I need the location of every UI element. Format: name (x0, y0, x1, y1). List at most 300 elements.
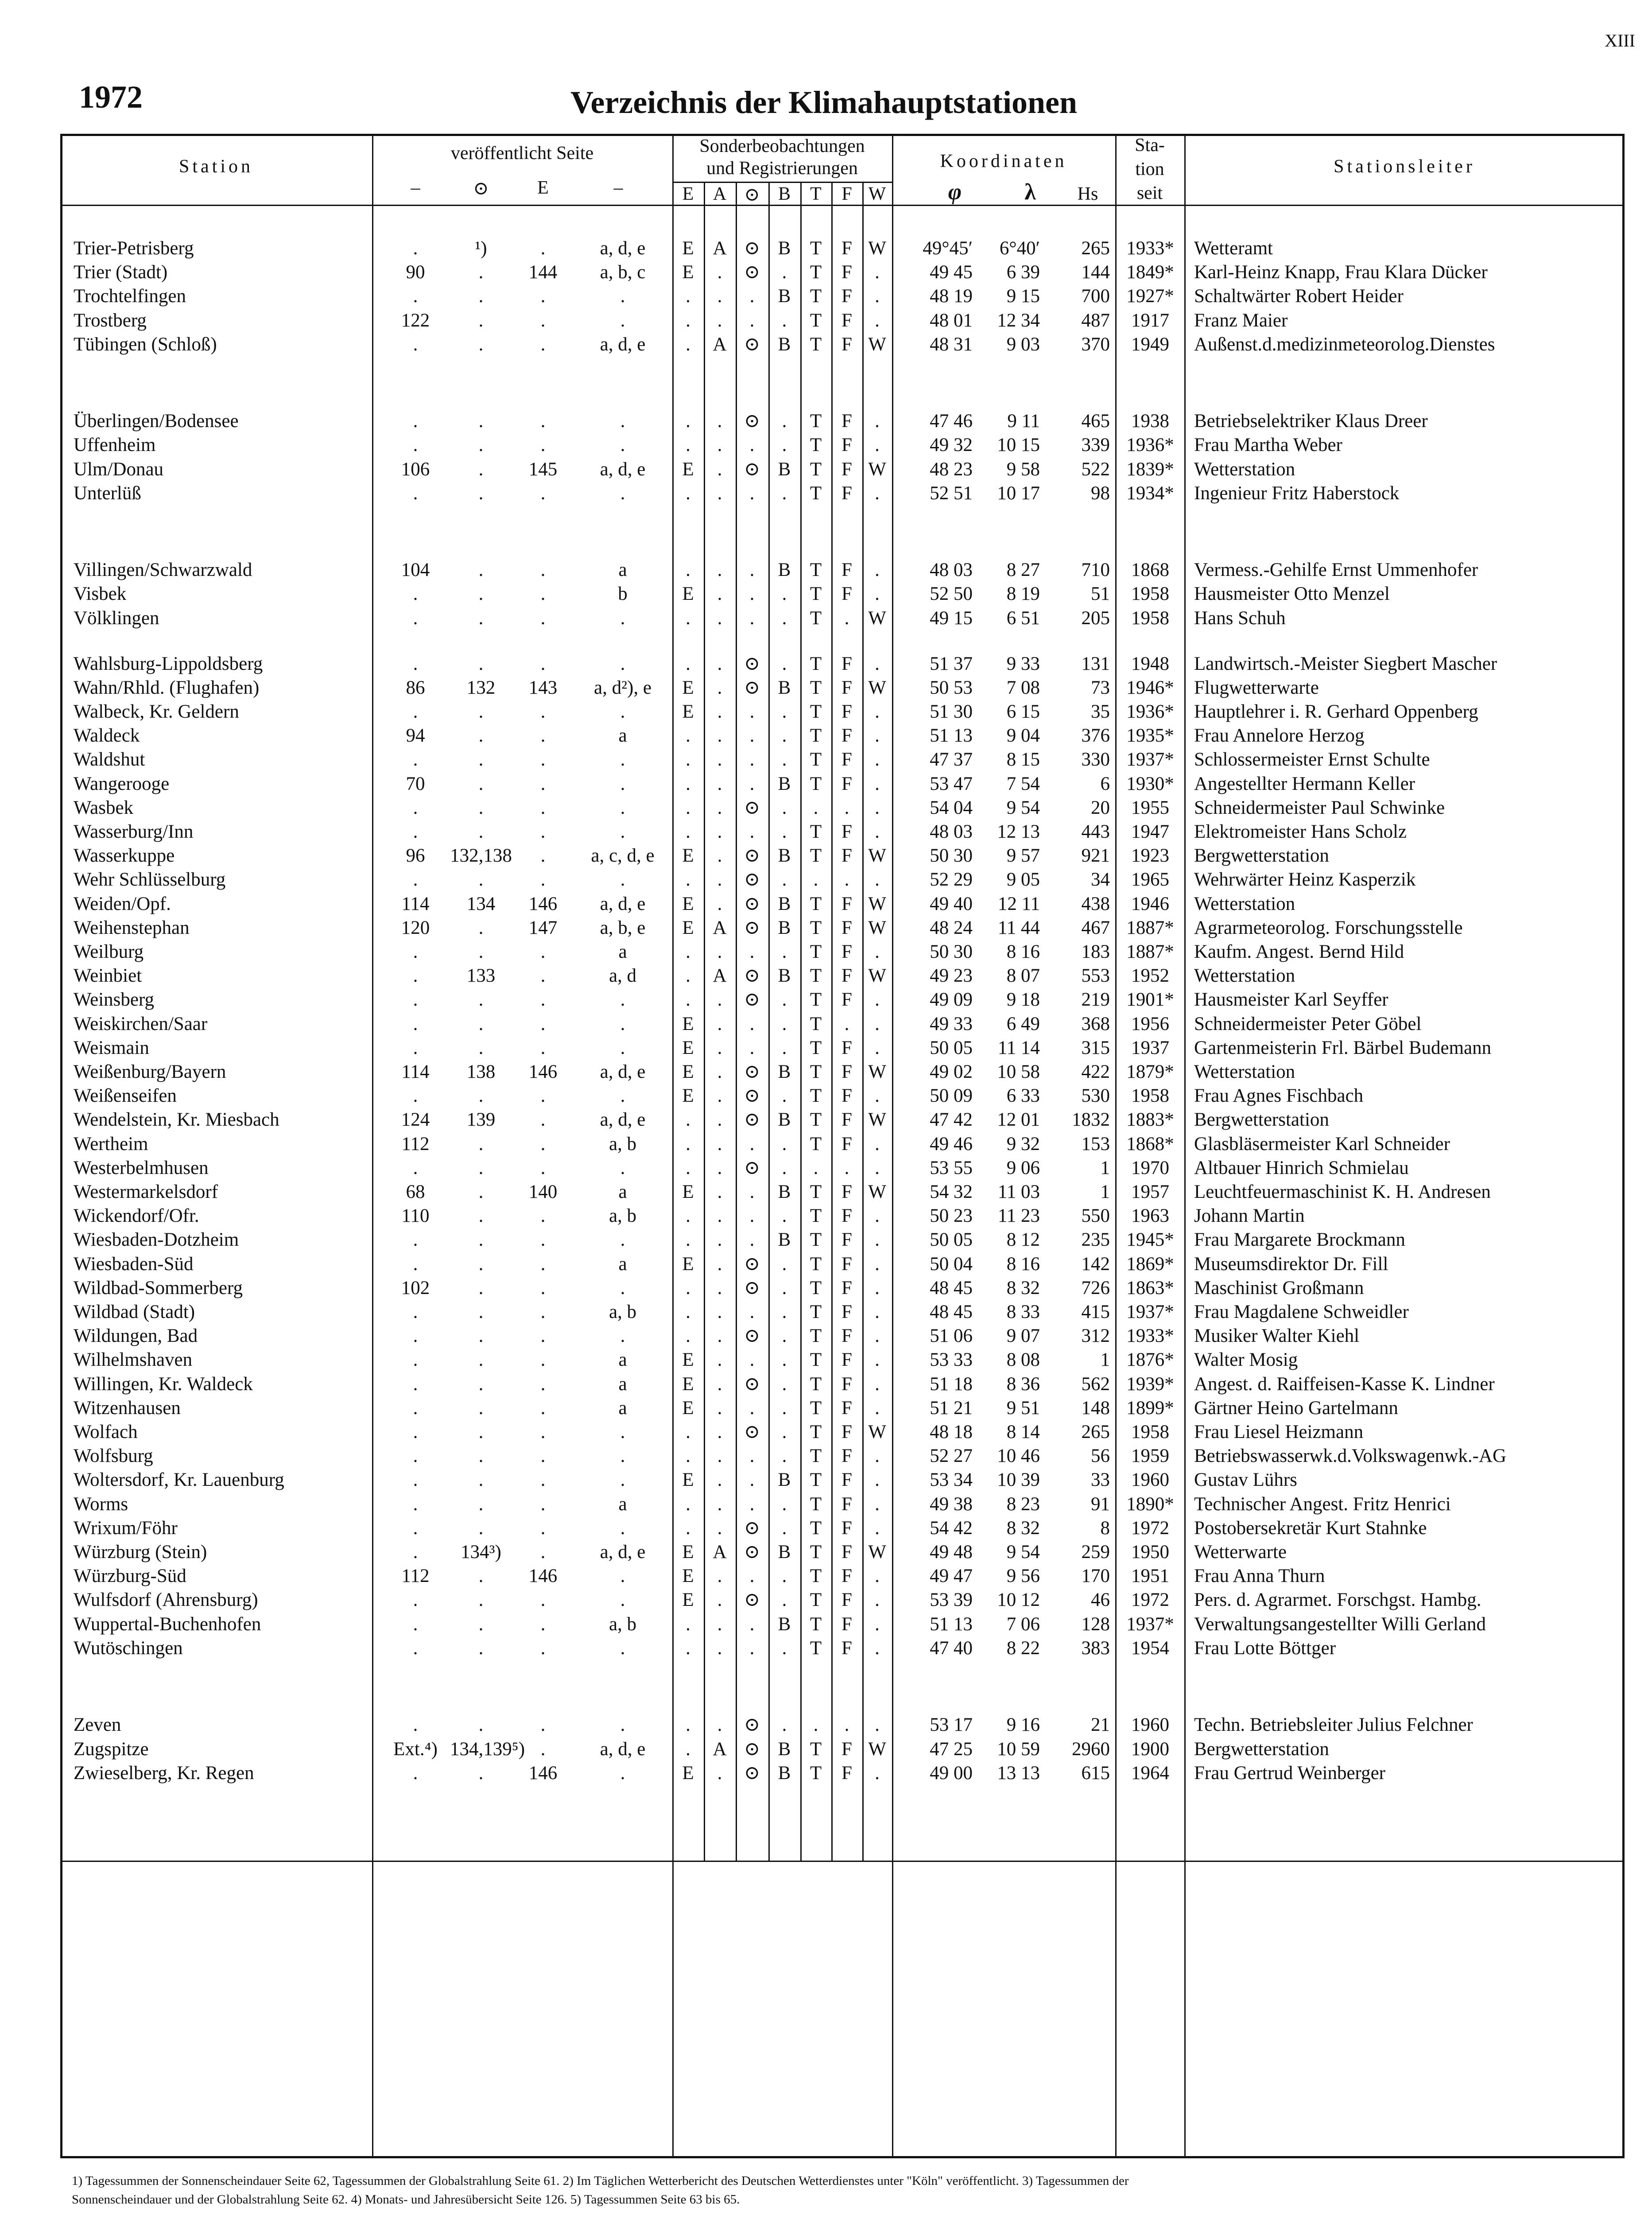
cell-b: B (778, 334, 791, 355)
cell-t: T (810, 1469, 822, 1491)
cell-p2: . (478, 725, 484, 746)
footnote-line-1: 1) Tagessummen der Sonnenscheindauer Seite 62, Tagessummen der Globalstrahlung Seite 61. 2) Im Täglichen Wetterbericht des Deutschen Wetterdienstes unter "Köln" veröffentlicht. 3) Tagessummen der (72, 2174, 1129, 2188)
cell-lam: 6°40′ (999, 238, 1040, 259)
page-title: Verzeichnis der Klimahauptstationen (570, 85, 1078, 120)
cell-a: A (713, 917, 727, 938)
cell-seit: 1949 (1131, 334, 1169, 355)
cell-b: . (782, 411, 787, 432)
cell-e: . (686, 435, 690, 456)
cell-station: Wildbad-Sommerberg (74, 1277, 243, 1298)
cell-e: E (682, 262, 694, 283)
cell-o: . (749, 749, 755, 770)
cell-t: T (810, 1566, 822, 1587)
cell-f: F (842, 1229, 852, 1251)
cell-e: E (682, 1061, 694, 1083)
cell-station: Wertheim (74, 1133, 148, 1154)
cell-lam: 9 15 (1006, 286, 1040, 307)
cell-a: A (713, 1542, 727, 1563)
cell-p2: . (478, 411, 484, 432)
cell-hs: 265 (1081, 238, 1110, 259)
cell-hs: 530 (1081, 1085, 1110, 1107)
cell-o: ⊙ (744, 1517, 760, 1539)
cell-f: F (842, 1517, 852, 1539)
cell-p4: . (620, 482, 625, 504)
cell-p1: 70 (406, 773, 425, 794)
cell-lam: 8 36 (1006, 1373, 1040, 1395)
cell-p4: . (620, 1013, 625, 1034)
cell-leiter: Frau Liesel Heizmann (1194, 1422, 1364, 1443)
cell-o: . (749, 1493, 755, 1515)
cell-w: . (875, 482, 880, 504)
cell-b: B (778, 560, 791, 581)
cell-leiter: Frau Margarete Brockmann (1194, 1229, 1405, 1251)
cell-lam: 7 08 (1006, 677, 1040, 698)
cell-b: . (782, 1397, 787, 1418)
cell-lam: 6 49 (1006, 1013, 1040, 1034)
cell-phi: 49°45′ (923, 238, 973, 259)
cell-o: ⊙ (744, 1422, 760, 1443)
cell-f: F (842, 1133, 852, 1154)
cell-a: . (717, 1013, 722, 1034)
cell-t: T (810, 1517, 822, 1539)
header-sonder-b: B (778, 184, 791, 204)
cell-station: Weiden/Opf. (74, 893, 171, 914)
cell-station: Weißenburg/Bayern (74, 1061, 226, 1083)
cell-p3: . (540, 1714, 546, 1736)
cell-a: . (717, 845, 722, 867)
cell-p2: . (478, 749, 484, 770)
cell-lam: 12 11 (997, 893, 1040, 914)
cell-phi: 54 42 (930, 1517, 973, 1539)
cell-seit: 1952 (1131, 965, 1169, 987)
cell-b: . (782, 797, 787, 818)
cell-b: . (782, 941, 787, 963)
cell-p1: . (413, 1253, 418, 1275)
cell-hs: 467 (1081, 917, 1110, 938)
cell-e: E (682, 677, 694, 698)
cell-lam: 9 58 (1006, 459, 1040, 480)
cell-a: . (717, 1205, 722, 1227)
cell-t: T (810, 941, 822, 963)
cell-t: T (810, 1493, 822, 1515)
cell-w: . (875, 1253, 880, 1275)
cell-seit: 1960 (1131, 1469, 1169, 1491)
cell-t: T (810, 653, 822, 674)
cell-o: ⊙ (744, 797, 760, 818)
cell-t: . (813, 1157, 818, 1178)
cell-station: Würzburg (Stein) (74, 1542, 207, 1563)
cell-lam: 9 32 (1006, 1133, 1040, 1154)
cell-seit: 1937* (1126, 1613, 1174, 1635)
cell-hs: 2960 (1072, 1738, 1110, 1760)
cell-f: F (842, 1373, 852, 1395)
cell-e: . (686, 334, 690, 355)
cell-b: . (782, 1253, 787, 1275)
cell-e: E (682, 917, 694, 938)
cell-p3: . (540, 773, 546, 794)
cell-w: W (868, 1109, 886, 1131)
cell-p4: a (618, 560, 627, 581)
cell-phi: 48 23 (930, 459, 973, 480)
cell-o: . (749, 435, 755, 456)
cell-p4: a (618, 1349, 627, 1371)
cell-p3: . (540, 1205, 546, 1227)
table-row (60, 1636, 1625, 1660)
cell-f: F (842, 1037, 852, 1058)
header-pub-dash-1: – (411, 178, 420, 198)
cell-a: . (717, 1253, 722, 1275)
cell-phi: 49 46 (930, 1133, 973, 1154)
cell-b: . (782, 749, 787, 770)
cell-station: Wilhelmshaven (74, 1349, 193, 1371)
cell-e: . (686, 1738, 690, 1760)
cell-p1: . (413, 1613, 418, 1635)
table-row (60, 1444, 1625, 1468)
cell-e: E (682, 1253, 694, 1275)
cell-seit: 1930* (1126, 773, 1174, 794)
cell-p1: . (413, 1637, 418, 1659)
cell-seit: 1936* (1126, 435, 1174, 456)
cell-hs: 550 (1081, 1205, 1110, 1227)
cell-station: Westerbelmhusen (74, 1157, 209, 1178)
cell-w: . (875, 1493, 880, 1515)
cell-p4: a, d, e (600, 334, 646, 355)
cell-b: B (778, 1061, 791, 1083)
cell-station: Visbek (74, 583, 127, 605)
cell-hs: 21 (1091, 1714, 1110, 1736)
cell-seit: 1938 (1131, 411, 1169, 432)
cell-p3: . (540, 1325, 546, 1347)
cell-e: . (686, 653, 690, 674)
cell-p4: . (620, 1422, 625, 1443)
cell-f: F (842, 1589, 852, 1611)
cell-b: B (778, 1229, 791, 1251)
cell-a: . (717, 677, 722, 698)
cell-a: . (717, 1277, 722, 1298)
cell-p3: . (540, 989, 546, 1010)
cell-p4: a, b (609, 1133, 637, 1154)
cell-leiter: Angest. d. Raiffeisen-Kasse K. Lindner (1194, 1373, 1495, 1395)
cell-seit: 1946 (1131, 893, 1169, 914)
cell-p2: . (478, 701, 484, 723)
table-row (60, 1300, 1625, 1324)
cell-p2: 138 (466, 1061, 496, 1083)
cell-lam: 11 44 (997, 917, 1040, 938)
cell-lam: 8 08 (1006, 1349, 1040, 1371)
cell-t: T (810, 845, 822, 867)
cell-b: . (782, 1013, 787, 1034)
cell-p4: . (620, 411, 625, 432)
cell-leiter: Schlossermeister Ernst Schulte (1194, 749, 1430, 770)
cell-e: . (686, 1133, 690, 1154)
cell-lam: 10 59 (997, 1738, 1040, 1760)
cell-hs: 142 (1081, 1253, 1110, 1275)
cell-lam: 9 57 (1006, 845, 1040, 867)
cell-p4: . (620, 1469, 625, 1491)
cell-f: F (842, 1446, 852, 1467)
cell-w: . (875, 1373, 880, 1395)
cell-hs: 259 (1081, 1542, 1110, 1563)
cell-b: . (782, 1446, 787, 1467)
cell-leiter: Frau Anna Thurn (1194, 1566, 1325, 1587)
cell-seit: 1868 (1131, 560, 1169, 581)
cell-f: F (842, 1397, 852, 1418)
cell-p1: . (413, 1446, 418, 1467)
cell-p4: . (620, 701, 625, 723)
cell-lam: 7 54 (1006, 773, 1040, 794)
cell-e: . (686, 797, 690, 818)
cell-leiter: Hans Schuh (1194, 607, 1286, 629)
cell-p4: . (620, 1229, 625, 1251)
cell-p4: . (620, 607, 625, 629)
cell-e: E (682, 893, 694, 914)
table-row (60, 1564, 1625, 1588)
cell-w: W (868, 1542, 886, 1563)
cell-w: W (868, 1738, 886, 1760)
cell-p1: . (413, 1714, 418, 1736)
cell-phi: 54 04 (930, 797, 973, 818)
cell-p2: . (478, 262, 484, 283)
cell-t: T (810, 773, 822, 794)
cell-leiter: Wetterwarte (1194, 1542, 1287, 1563)
cell-p3: . (540, 701, 546, 723)
cell-e: E (682, 238, 694, 259)
cell-leiter: Wetterstation (1194, 459, 1295, 480)
cell-lam: 9 16 (1006, 1714, 1040, 1736)
cell-station: Wolfach (74, 1422, 138, 1443)
cell-p2: . (478, 1566, 484, 1587)
cell-p1: . (413, 1229, 418, 1251)
cell-station: Wildungen, Bad (74, 1325, 198, 1347)
table-row (60, 1324, 1625, 1348)
cell-hs: 368 (1081, 1013, 1110, 1034)
cell-p2: . (478, 773, 484, 794)
cell-b: . (782, 482, 787, 504)
cell-b: B (778, 1109, 791, 1131)
cell-p2: 132,138 (450, 845, 512, 867)
cell-station: Wehr Schlüsselburg (74, 869, 226, 890)
cell-f: F (842, 1542, 852, 1563)
cell-hs: 8 (1100, 1517, 1110, 1539)
cell-f: F (842, 1325, 852, 1347)
cell-t: T (810, 1446, 822, 1467)
cell-e: . (686, 607, 690, 629)
cell-p1: 124 (401, 1109, 430, 1131)
cell-seit: 1869* (1126, 1253, 1174, 1275)
cell-leiter: Leuchtfeuermaschinist K. H. Andresen (1194, 1181, 1491, 1203)
cell-hs: 710 (1081, 560, 1110, 581)
cell-a: . (717, 869, 722, 890)
cell-p2: . (478, 1493, 484, 1515)
cell-station: Villingen/Schwarzwald (74, 560, 252, 581)
cell-hs: 522 (1081, 459, 1110, 480)
table-row (60, 409, 1625, 433)
cell-a: . (717, 1397, 722, 1418)
cell-seit: 1879* (1126, 1061, 1174, 1083)
cell-leiter: Musiker Walter Kiehl (1194, 1325, 1360, 1347)
cell-p4: . (620, 286, 625, 307)
cell-o: ⊙ (744, 965, 760, 987)
cell-p4: a, b, e (600, 917, 646, 938)
cell-t: T (810, 482, 822, 504)
table-row (60, 1180, 1625, 1204)
cell-seit: 1933* (1126, 1325, 1174, 1347)
table-row (60, 1132, 1625, 1156)
table-row (60, 1761, 1625, 1785)
cell-p2: . (478, 1422, 484, 1443)
cell-p4: a, b, c (600, 262, 646, 283)
cell-phi: 48 19 (930, 286, 973, 307)
table-row (60, 916, 1625, 940)
cell-w: . (875, 1446, 880, 1467)
cell-lam: 11 14 (997, 1037, 1040, 1058)
cell-o: . (749, 1302, 755, 1323)
cell-station: Wahlsburg-Lippoldsberg (74, 653, 263, 674)
cell-leiter: Technischer Angest. Fritz Henrici (1194, 1493, 1451, 1515)
cell-w: W (868, 1422, 886, 1443)
cell-t: T (810, 1613, 822, 1635)
cell-o: . (749, 286, 755, 307)
cell-p1: 90 (406, 262, 425, 283)
cell-o: ⊙ (744, 334, 760, 355)
station-table (60, 134, 1625, 2158)
cell-p2: . (478, 607, 484, 629)
header-sonder-a: A (713, 184, 727, 204)
cell-p3: . (540, 411, 546, 432)
cell-t: T (810, 1133, 822, 1154)
cell-a: . (717, 583, 722, 605)
cell-o: ⊙ (744, 869, 760, 890)
cell-p3: . (540, 1446, 546, 1467)
cell-f: F (842, 262, 852, 283)
cell-p1: . (413, 1349, 418, 1371)
cell-f: F (842, 821, 852, 843)
cell-lam: 9 05 (1006, 869, 1040, 890)
cell-p3: . (540, 1349, 546, 1371)
cell-phi: 50 05 (930, 1037, 973, 1058)
cell-w: . (875, 653, 880, 674)
cell-hs: 700 (1081, 286, 1110, 307)
cell-lam: 6 15 (1006, 701, 1040, 723)
table-row (60, 1084, 1625, 1108)
cell-p1: . (413, 1762, 418, 1784)
cell-station: Wiesbaden-Süd (74, 1253, 194, 1275)
cell-p4: a, b (609, 1302, 637, 1323)
cell-f: F (842, 1762, 852, 1784)
cell-p1: . (413, 1085, 418, 1107)
cell-w: . (875, 941, 880, 963)
cell-f: F (842, 1566, 852, 1587)
cell-p1: 114 (401, 893, 430, 914)
cell-p3: . (540, 482, 546, 504)
cell-p2: . (478, 1181, 484, 1203)
cell-p2: . (478, 1373, 484, 1395)
cell-leiter: Wetterstation (1194, 1061, 1295, 1083)
cell-station: Wutöschingen (74, 1637, 183, 1659)
cell-p3: . (540, 797, 546, 818)
cell-o: ⊙ (744, 845, 760, 867)
cell-w: . (875, 1762, 880, 1784)
cell-t: T (810, 1738, 822, 1760)
cell-t: T (810, 1762, 822, 1784)
table-row (60, 333, 1625, 357)
cell-e: . (686, 989, 690, 1010)
cell-t: . (813, 797, 818, 818)
cell-w: W (868, 845, 886, 867)
cell-p3: 146 (528, 1762, 558, 1784)
cell-leiter: Glasbläsermeister Karl Schneider (1194, 1133, 1450, 1154)
cell-p1: 104 (401, 560, 430, 581)
cell-lam: 10 46 (997, 1446, 1040, 1467)
cell-station: Zugspitze (74, 1738, 149, 1760)
cell-station: Tübingen (Schloß) (74, 334, 217, 355)
cell-a: . (717, 1446, 722, 1467)
cell-o: ⊙ (744, 653, 760, 674)
cell-o: ⊙ (744, 459, 760, 480)
cell-e: . (686, 1302, 690, 1323)
cell-a: . (717, 773, 722, 794)
cell-a: . (717, 1061, 722, 1083)
cell-p4: a, d, e (600, 1542, 646, 1563)
cell-p3: . (540, 869, 546, 890)
cell-e: . (686, 310, 690, 331)
cell-leiter: Landwirtsch.-Meister Siegbert Mascher (1194, 653, 1497, 674)
cell-p4: a (618, 941, 627, 963)
cell-f: F (842, 459, 852, 480)
cell-p2: . (478, 1613, 484, 1635)
cell-p3: . (540, 1373, 546, 1395)
cell-w: . (875, 797, 880, 818)
cell-hs: 33 (1091, 1469, 1110, 1491)
cell-p1: . (413, 1397, 418, 1418)
cell-w: . (875, 1229, 880, 1251)
cell-p2: . (478, 917, 484, 938)
cell-a: . (717, 749, 722, 770)
cell-e: . (686, 1517, 690, 1539)
cell-station: Weilburg (74, 941, 144, 963)
cell-phi: 52 29 (930, 869, 973, 890)
cell-lam: 9 18 (1006, 989, 1040, 1010)
cell-p1: . (413, 653, 418, 674)
cell-o: . (749, 1637, 755, 1659)
cell-phi: 47 37 (930, 749, 973, 770)
year-heading: 1972 (79, 79, 143, 115)
cell-lam: 8 32 (1006, 1277, 1040, 1298)
cell-lam: 10 17 (997, 482, 1040, 504)
cell-station: Weihenstephan (74, 917, 190, 938)
cell-seit: 1951 (1131, 1566, 1169, 1587)
cell-p2: 134,139⁵) (450, 1738, 525, 1760)
cell-p3: . (540, 1253, 546, 1275)
cell-o: . (749, 607, 755, 629)
cell-f: F (842, 1349, 852, 1371)
cell-o: ⊙ (744, 262, 760, 283)
cell-e: E (682, 701, 694, 723)
cell-e: E (682, 1566, 694, 1587)
cell-station: Waldeck (74, 725, 140, 746)
cell-p3: . (540, 1637, 546, 1659)
cell-p4: a (618, 1373, 627, 1395)
cell-o: ⊙ (744, 1762, 760, 1784)
cell-phi: 53 34 (930, 1469, 973, 1491)
cell-a: A (713, 965, 727, 987)
cell-f: . (844, 1157, 849, 1178)
cell-phi: 50 05 (930, 1229, 973, 1251)
cell-station: Weinsberg (74, 989, 155, 1010)
cell-o: . (749, 560, 755, 581)
cell-hs: 330 (1081, 749, 1110, 770)
cell-b: B (778, 1613, 791, 1635)
